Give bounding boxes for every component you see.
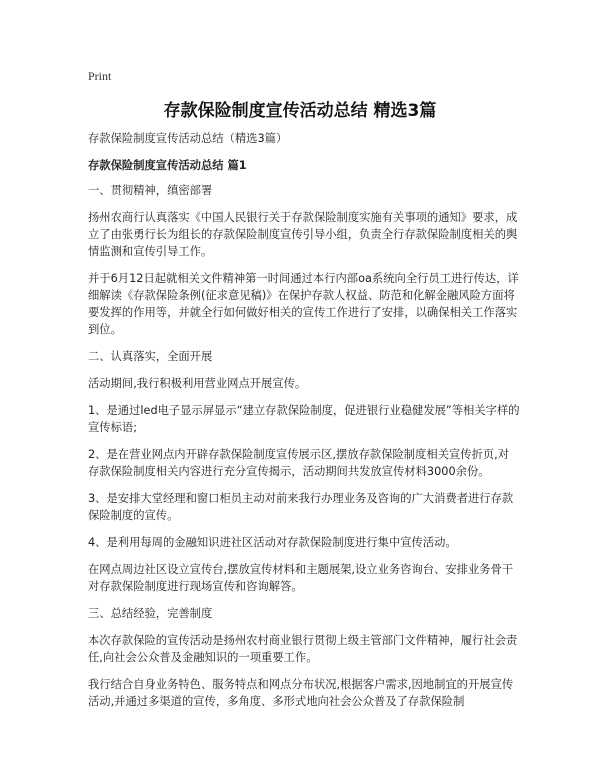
paragraph: 并于6月12日起就相关文件精神第一时间通过本行内部oa系统向全行员工进行传达，详细解读《存款保险条例(征求意见稿)》在保护存款人权益、防范和化解金融风险方面将要发挥的作用等，并就全行如何做好相关的宣传工作进行了安排，以确保相关工作落实到位。 bbox=[88, 272, 519, 336]
paragraph: 在网点周边社区设立宣传台,摆放宣传材料和主题展架,设立业务咨询台、安排业务骨干对存款保险制度进行现场宣传和咨询解答。 bbox=[88, 563, 514, 593]
print-link[interactable]: Print bbox=[88, 69, 112, 83]
paragraph: 4、是利用每周的金融知识进社区活动对存款保险制度进行集中宣传活动。 bbox=[88, 536, 457, 549]
section-title: 存款保险制度宣传活动总结 篇1 bbox=[88, 159, 247, 172]
paragraph: 1、是通过led电子显示屏显示“建立存款保险制度，促进银行业稳健发展”等相关字样的宣传标语; bbox=[88, 404, 520, 434]
paragraph: 2、是在营业网点内开辟存款保险制度宣传展示区,摆放存款保险制度相关宣传折页,对存款保险制度相关内容进行充分宣传揭示，活动期间共发放宣传材料3000余份。 bbox=[88, 448, 510, 478]
heading-2: 二、认真落实，全面开展 bbox=[88, 350, 213, 363]
document-subtitle: 存款保险制度宣传活动总结（精选3篇） bbox=[88, 132, 288, 145]
paragraph: 3、是安排大堂经理和窗口柜员主动对前来我行办理业务及咨询的广大消费者进行存款保险制度的宣传。 bbox=[88, 492, 514, 522]
paragraph: 扬州农商行认真落实《中国人民银行关于存款保险制度实施有关事项的通知》要求，成立了由张勇行长为组长的存款保险制度宣传引导小组，负责全行存款保险制度相关的舆情监测和宣传引导工作。 bbox=[88, 211, 518, 258]
paragraph: 活动期间,我行积极利用营业网点开展宣传。 bbox=[88, 377, 307, 390]
document-body bbox=[88, 130, 520, 720]
heading-3: 三、总结经验，完善制度 bbox=[88, 607, 213, 620]
paragraph: 我行结合自身业务特色、服务特点和网点分布状况,根据客户需求,因地制宜的开展宣传活动,并通过多渠道的宣传，多角度、多形式地向社会公众普及了存款保险制 bbox=[88, 678, 514, 708]
document-title: 存款保险制度宣传活动总结 精选3篇 bbox=[163, 101, 437, 121]
heading-1: 一、贯彻精神，缜密部署 bbox=[88, 184, 213, 197]
paragraph: 本次存款保险的宣传活动是扬州农村商业银行贯彻上级主管部门文件精神，履行社会责任,向社会公众普及金融知识的一项重要工作。 bbox=[88, 634, 518, 664]
